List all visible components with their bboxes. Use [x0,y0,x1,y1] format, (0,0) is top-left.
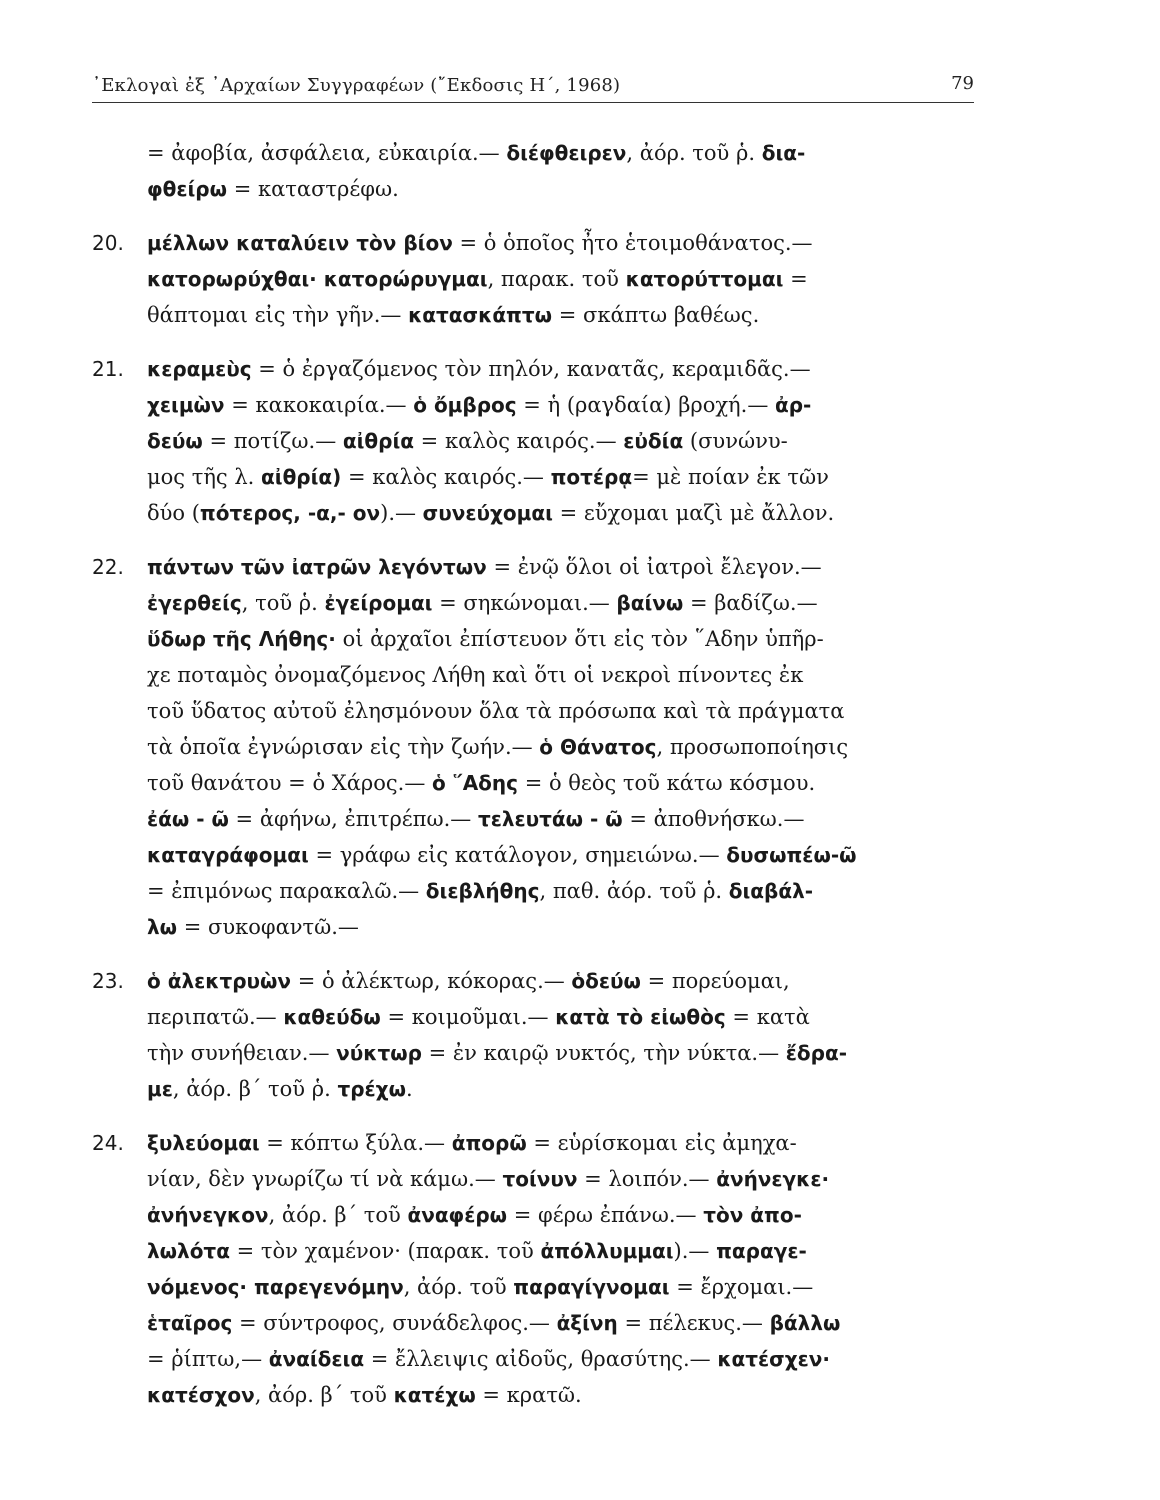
headword: ὁδεύω [571,969,641,993]
glossary-line [92,837,982,873]
gloss-text: , παθ. ἀόρ. τοῦ ῥ. [539,879,729,903]
section-number: 24. [92,1131,124,1155]
gloss-text: , ἀόρ. β΄ τοῦ ῥ. [172,1077,338,1101]
headword: ὁ ἀλεκτρυὼν [147,969,292,993]
glossary-line [92,1377,982,1413]
glossary-line [92,1233,982,1269]
headword: ἀναίδεια [268,1347,365,1371]
gloss-text: χε ποταμὸς ὀνομαζόμενος Λήθη καὶ ὅτι οἱ νεκροὶ πίνοντες ἐκ [147,663,804,687]
gloss-text: = βαδίζω.— [683,591,818,615]
gloss-text: = κόπτω ξύλα.— [259,1131,452,1155]
section-number: 22. [92,555,124,579]
glossary-line [92,459,982,495]
gloss-text: = ὁ ἀλέκτωρ, κόκορας.— [291,969,572,993]
headword: κατέσχον [147,1383,255,1407]
headword: ξυλεύομαι [147,1131,260,1155]
gloss-text: ).— [380,501,423,525]
gloss-text: = εὔχομαι μαζὶ μὲ ἄλλον. [552,501,835,525]
gloss-text: = ὁ ὁποῖος ἦτο ἑτοιμοθάνατος.— [452,231,813,255]
gloss-text: = ὁ θεὸς τοῦ κάτω κόσμου. [518,771,816,795]
headword: καθεύδω [283,1005,381,1029]
headword: φθείρω [147,177,228,201]
glossary-section [92,135,982,207]
headword: εὐδία [623,429,684,453]
gloss-text: τοῦ ὕδατος αὐτοῦ ἐλησμόνουν ὅλα τὰ πρόσωπα καὶ τὰ πράγματα [147,699,845,723]
glossary-body [92,135,982,1413]
gloss-text: τὰ ὁποῖα ἐγνώρισαν εἰς τὴν ζωήν.— [147,735,540,759]
glossary-line [92,1071,982,1107]
glossary-line [92,909,982,945]
headword: πάντων τῶν ἰατρῶν λεγόντων [147,555,487,579]
headword: λωλότα [147,1239,230,1263]
glossary-line [92,171,982,207]
glossary-section [92,351,982,531]
headword: λω [147,915,178,939]
glossary-line [92,1305,982,1341]
headword: ἀπόλλυμμαι [540,1239,674,1263]
gloss-text: νίαν, δὲν γνωρίζω τί νὰ κάμω.— [147,1167,503,1191]
headword: ἀναφέρω [407,1203,508,1227]
headword: ἑταῖρος [147,1311,233,1335]
gloss-text: = σύντροφος, συνάδελφος.— [232,1311,557,1335]
headword: καταγράφομαι [147,843,309,867]
section-number: 20. [92,231,124,255]
headword: ὁ ῞Αδης [432,771,519,795]
headword: νύκτωρ [336,1041,422,1065]
glossary-line [92,1161,982,1197]
headword: ὕδωρ τῆς Λήθης· [147,627,336,651]
gloss-text: = μὲ ποίαν ἐκ τῶν [632,465,829,489]
gloss-text: = κρατῶ. [475,1383,582,1407]
gloss-text: θάπτομαι εἰς τὴν γῆν.— [147,303,409,327]
gloss-text: = σηκώνομαι.— [432,591,617,615]
headword: ἀνήνεγκε· [716,1167,830,1191]
gloss-text: οἱ ἀρχαῖοι ἐπίστευον ὅτι εἰς τὸν ῞Αδην ὑπῆρ- [335,627,824,651]
gloss-text: = κοιμοῦμαι.— [380,1005,556,1029]
headword: δεύω [147,429,203,453]
headword: βάλλω [769,1311,841,1335]
headword: κεραμεὺς [147,357,252,381]
gloss-text: = σκάπτω βαθέως. [552,303,760,327]
glossary-line [92,261,982,297]
headword: κατέχω [393,1383,476,1407]
headword: κατορωρύχθαι· κατορώρυγμαι [147,267,488,291]
section-gap [92,945,982,963]
gloss-text: = ἐνῷ ὅλοι οἱ ἰατροὶ ἔλεγον.— [486,555,822,579]
headword: κατασκάπτω [408,303,553,327]
gloss-text: = καταστρέφω. [227,177,399,201]
gloss-text: = ἐπιμόνως παρακαλῶ.— [147,879,426,903]
gloss-text: = ποτίζω.— [202,429,343,453]
headword: τὸν ἀπο- [703,1203,802,1227]
headword: τελευτάω - ῶ [477,807,623,831]
gloss-text: = ἀποθνήσκω.— [622,807,805,831]
section-gap [92,531,982,549]
gloss-text: , τοῦ ῥ. [241,591,325,615]
gloss-text: = ἔρχομαι.— [669,1275,814,1299]
gloss-text: = πορεύομαι, [640,969,790,993]
headword: κατέσχεν· [717,1347,830,1371]
glossary-line [92,657,982,693]
headword: διεβλήθης [425,879,540,903]
headword: χειμὼν [147,393,225,417]
gloss-text: τὴν συνήθειαν.— [147,1041,337,1065]
glossary-line [92,351,982,387]
glossary-line [92,801,982,837]
gloss-text: = ἀφοβία, ἀσφάλεια, εὐκαιρία.— [147,141,507,165]
headword: τρέχω [337,1077,406,1101]
headword: ἔδρα- [785,1041,848,1065]
headword: τοίνυν [502,1167,578,1191]
headword: παραγε- [716,1239,807,1263]
headword: μέλλων καταλύειν τὸν βίον [147,231,453,255]
gloss-text: περιπατῶ.— [147,1005,284,1029]
page-number: 79 [951,73,974,94]
section-gap [92,1107,982,1125]
gloss-text: , ἀόρ. β΄ τοῦ [254,1383,394,1407]
section-number: 21. [92,357,124,381]
headword: διαβάλ- [728,879,814,903]
headword: ἀπορῶ [451,1131,527,1155]
glossary-section [92,1125,982,1413]
glossary-line [92,1125,982,1161]
gloss-text: = πέλεκυς.— [617,1311,770,1335]
headword: αἰθρία) [261,465,342,489]
glossary-line [92,1269,982,1305]
gloss-text: = ἀφήνω, ἐπιτρέπω.— [228,807,478,831]
headword: βαίνω [616,591,684,615]
gloss-text: , ἀόρ. τοῦ ῥ. [626,141,762,165]
running-title: ᾿Εκλογαὶ ἐξ ᾿Αρχαίων Συγγραφέων (῎Εκδοσις Η΄, 1968) [92,75,621,96]
headword: ἀρ- [775,393,812,417]
headword: ὁ ὄμβρος [413,393,517,417]
section-gap [92,207,982,225]
headword: παραγίγνομαι [513,1275,670,1299]
gloss-text: = ἐν καιρῷ νυκτός, τὴν νύκτα.— [421,1041,786,1065]
headword: κατὰ τὸ εἰωθὸς [555,1005,726,1029]
glossary-line [92,999,982,1035]
gloss-text: = λοιπόν.— [577,1167,717,1191]
glossary-line [92,1197,982,1233]
headword: νόμενος· παρεγενόμην [147,1275,404,1299]
gloss-text: = ἡ (ραγδαία) βροχή.— [516,393,775,417]
gloss-text: . [405,1077,413,1101]
glossary-line [92,729,982,765]
gloss-text: τοῦ θανάτου = ὁ Χάρος.— [147,771,432,795]
gloss-text: δύο ( [147,501,200,525]
headword: ἀξίνη [556,1311,618,1335]
glossary-line [92,621,982,657]
section-number: 23. [92,969,124,993]
gloss-text: = καλὸς καιρός.— [341,465,551,489]
gloss-text: μος τῆς λ. [147,465,262,489]
glossary-line [92,1035,982,1071]
glossary-line [92,225,982,261]
page-header [92,72,974,103]
glossary-line [92,873,982,909]
gloss-text: = ῥίπτω,— [147,1347,269,1371]
headword: ἀνήνεγκον [147,1203,269,1227]
headword: δυσωπέω-ῶ [726,843,857,867]
headword: πότερος, -α,- ον [199,501,381,525]
gloss-text: , ἀόρ. β΄ τοῦ [268,1203,408,1227]
glossary-line [92,585,982,621]
headword: ἐγείρομαι [324,591,433,615]
gloss-text: = εὑρίσκομαι εἰς ἀμηχα- [526,1131,797,1155]
gloss-text: = καλὸς καιρός.— [414,429,624,453]
gloss-text: = κακοκαιρία.— [224,393,414,417]
headword: αἰθρία [342,429,414,453]
gloss-text: = ὁ ἐργαζόμενος τὸν πηλόν, κανατᾶς, κεραμιδᾶς.— [251,357,811,381]
glossary-line [92,423,982,459]
headword: δια- [761,141,806,165]
glossary-line [92,495,982,531]
glossary-line [92,297,982,333]
glossary-section [92,225,982,333]
gloss-text: , προσωποποίησις [656,735,849,759]
section-gap [92,333,982,351]
gloss-text: = συκοφαντῶ.— [177,915,359,939]
headword: ποτέρᾳ [550,465,633,489]
gloss-text: ).— [673,1239,717,1263]
gloss-text: (συνώνυ- [683,429,788,453]
glossary-section [92,549,982,945]
gloss-text: , ἀόρ. τοῦ [403,1275,514,1299]
headword: συνεύχομαι [422,501,553,525]
glossary-section [92,963,982,1107]
gloss-text: = τὸν χαμένον· (παρακ. τοῦ [229,1239,541,1263]
headword: με [147,1077,173,1101]
headword: ἐγερθείς [147,591,242,615]
glossary-line [92,135,982,171]
gloss-text: = κατὰ [725,1005,810,1029]
gloss-text: = φέρω ἐπάνω.— [507,1203,704,1227]
glossary-line [92,963,982,999]
glossary-line [92,693,982,729]
headword: ὁ Θάνατος [539,735,657,759]
glossary-line [92,549,982,585]
glossary-line [92,1341,982,1377]
headword: ἐάω - ῶ [147,807,229,831]
headword: κατορύττομαι [625,267,784,291]
headword: διέφθειρεν [506,141,627,165]
gloss-text: = [783,267,808,291]
gloss-text: = γράφω εἰς κατάλογον, σημειώνω.— [308,843,727,867]
gloss-text: = ἔλλειψις αἰδοῦς, θρασύτης.— [364,1347,718,1371]
gloss-text: , παρακ. τοῦ [487,267,626,291]
glossary-line [92,387,982,423]
glossary-line [92,765,982,801]
